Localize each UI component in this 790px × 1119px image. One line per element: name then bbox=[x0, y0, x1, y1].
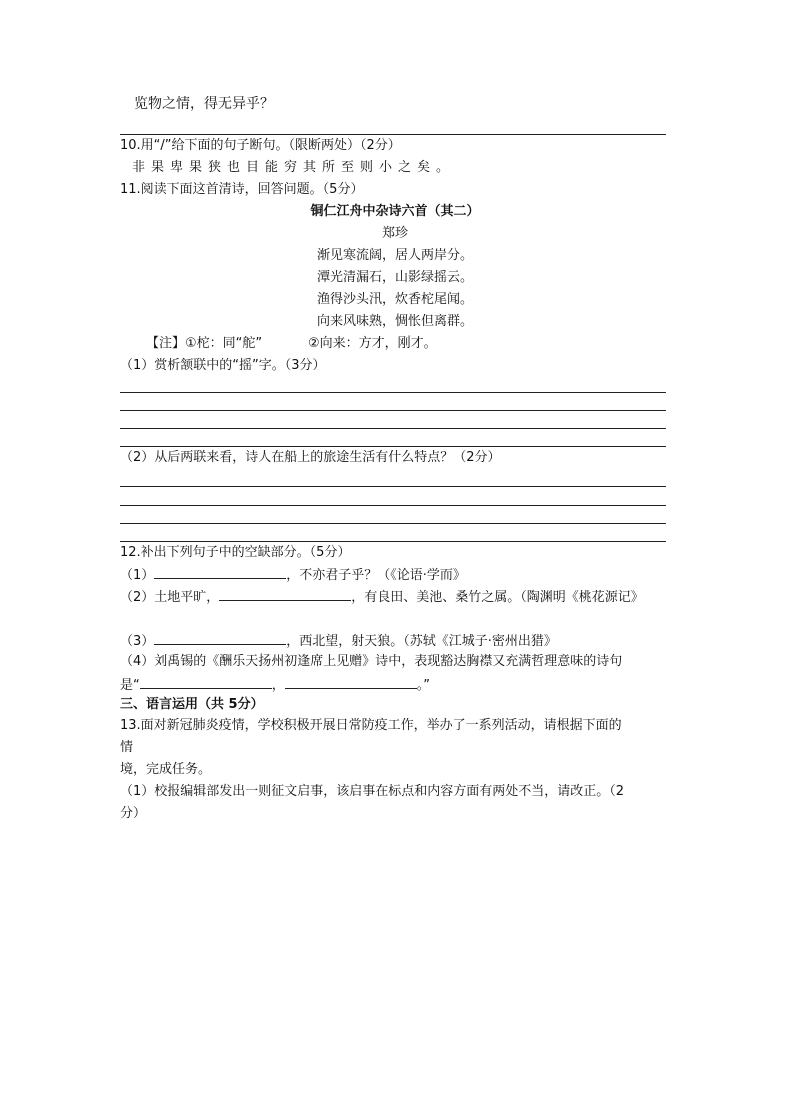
q13-text: 13.面对新冠肺炎疫情，学校积极开展日常防疫工作，举办了一系列活动，请根据下面的 bbox=[120, 718, 622, 733]
q10-sentence: 非果卑果狭也目能穷其所至则小之矣。 bbox=[132, 160, 456, 175]
item-text: （2）土地平旷， bbox=[120, 590, 220, 605]
answer-line bbox=[120, 541, 666, 542]
q11-sub2: （2）从后两联来看，诗人在船上的旅途生活有什么特点？（2分） bbox=[120, 450, 501, 465]
q12-item3 bbox=[120, 632, 557, 650]
answer-line bbox=[120, 486, 666, 487]
q12-item2 bbox=[120, 588, 644, 606]
q12-item4-answer bbox=[120, 676, 430, 694]
q10-prompt: 10.用“/”给下面的句子断句。（限断两处）（2分） bbox=[120, 138, 401, 153]
answer-line bbox=[120, 134, 666, 135]
item-text: ，不亦君子乎？（《论语·学而》 bbox=[286, 568, 466, 583]
answer-line bbox=[120, 410, 666, 411]
q12-prompt: 12.补出下列句子中的空缺部分。（5分） bbox=[120, 545, 351, 560]
q13-sub1: （1）校报编辑部发出一则征文启事，该启事在标点和内容方面有两处不当，请改正。（2 bbox=[120, 784, 625, 799]
fill-blank[interactable] bbox=[285, 676, 417, 689]
item-number: （1） bbox=[120, 568, 155, 583]
poem-note: ②向来：方才，刚才。 bbox=[308, 336, 437, 351]
item-text: ，有良田、美池、桑竹之属。（陶渊明《桃花源记》 bbox=[351, 590, 644, 605]
answer-line bbox=[120, 505, 666, 506]
item-text: 是“ bbox=[120, 678, 140, 693]
fill-blank[interactable] bbox=[154, 632, 286, 645]
q13-sub1: 分） bbox=[120, 806, 147, 821]
answer-line bbox=[120, 392, 666, 393]
q12-item1 bbox=[120, 566, 466, 584]
poem-author: 郑珍 bbox=[381, 226, 408, 241]
fill-blank[interactable] bbox=[219, 588, 351, 601]
q13-text: 情 bbox=[120, 740, 134, 755]
poem-line: 向来风味熟，惆怅但离群。 bbox=[316, 314, 473, 329]
answer-line bbox=[120, 446, 666, 447]
answer-line bbox=[120, 523, 666, 524]
poem-line: 潭光清漏石，山影绿摇云。 bbox=[316, 270, 473, 285]
section-heading: 三、语言运用（共 5分） bbox=[120, 697, 264, 712]
q11-prompt: 11.阅读下面这首清诗，回答问题。（5分） bbox=[120, 182, 364, 197]
fill-blank[interactable] bbox=[154, 566, 286, 579]
item-text: 。” bbox=[416, 678, 431, 693]
q13-text: 境，完成任务。 bbox=[120, 762, 212, 777]
q11-sub1: （1）赏析颔联中的“摇”字。（3分） bbox=[120, 358, 326, 373]
poem-line: 渐见寒流阔，居人两岸分。 bbox=[316, 248, 473, 263]
preceding-text: 览物之情，得无异乎？ bbox=[134, 96, 274, 112]
poem-note: 【注】①柁：同“舵” bbox=[146, 336, 263, 351]
item-text: ， bbox=[271, 678, 285, 693]
poem-line: 渔得沙头汛，炊香柁尾闻。 bbox=[316, 292, 473, 307]
poem-title: 铜仁江舟中杂诗六首（其二） bbox=[310, 204, 480, 219]
answer-line bbox=[120, 428, 666, 429]
q12-item4: （4）刘禹锡的《酬乐天扬州初逢席上见赠》诗中，表现豁达胸襟又充满哲理意味的诗句 bbox=[120, 654, 623, 669]
item-number: （3） bbox=[120, 634, 155, 649]
fill-blank[interactable] bbox=[140, 676, 272, 689]
item-text: ，西北望，射天狼。（苏轼《江城子·密州出猎》 bbox=[286, 634, 557, 649]
